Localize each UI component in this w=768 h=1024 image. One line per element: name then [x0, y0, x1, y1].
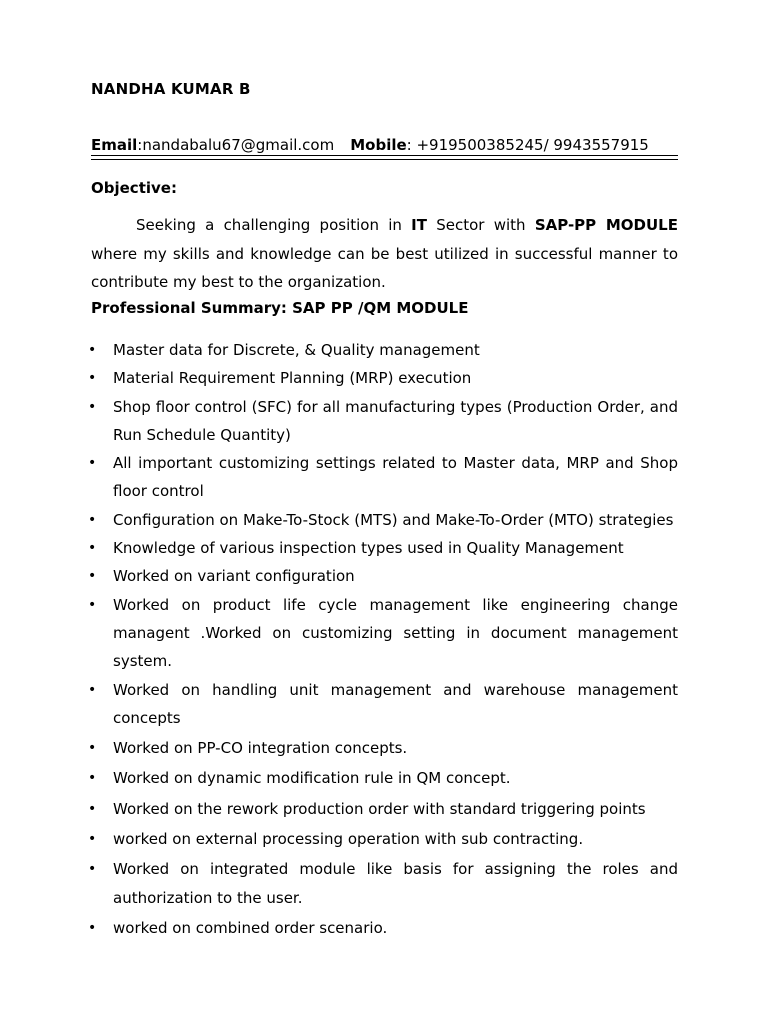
list-item-text: Worked on dynamic modification rule in QM concept.: [113, 769, 511, 788]
objective-bold-module: SAP-PP MODULE: [534, 216, 678, 234]
list-item: [88, 364, 678, 392]
list-item-text: Shop floor control (SFC) for all manufacturing types (Production Order, and Run Schedule Quantity): [113, 397, 678, 444]
objective-bold-it: IT: [411, 216, 427, 234]
contact-line: [91, 136, 678, 154]
list-item-text: worked on combined order scenario.: [113, 918, 388, 937]
email-value: :nandabalu67@gmail.com: [137, 136, 335, 154]
bullet-icon: •: [88, 540, 97, 557]
header-divider-top: [91, 155, 678, 156]
list-item-text: Worked on handling unit management and warehouse management concepts: [113, 680, 678, 727]
list-item: [88, 734, 678, 762]
bullet-icon: •: [88, 342, 97, 358]
objective-text-1: Seeking a challenging position in: [136, 216, 412, 234]
bullet-icon: •: [88, 596, 97, 613]
bullet-icon: •: [88, 681, 97, 698]
list-item-text: All important customizing settings related to Master data, MRP and Shop floor control: [113, 454, 678, 501]
list-item: [88, 676, 678, 733]
list-item-text: Master data for Discrete, & Quality management: [113, 341, 480, 359]
bullet-icon: •: [88, 511, 97, 528]
list-item: [88, 591, 678, 676]
list-item: [88, 562, 678, 590]
header-divider-bottom: [91, 159, 678, 160]
bullet-icon: •: [88, 455, 97, 472]
list-item: [88, 825, 678, 853]
bullet-icon: •: [88, 831, 97, 848]
list-item-text: Worked on integrated module like basis for assigning the roles and authorization to the user.: [113, 860, 678, 907]
list-item: [88, 534, 678, 562]
mobile-label: Mobile: [350, 136, 407, 154]
bullet-icon: •: [88, 800, 97, 817]
list-item: [88, 914, 678, 942]
objective-text-2: Sector with: [426, 216, 535, 234]
list-item-text: Material Requirement Planning (MRP) execution: [113, 369, 472, 388]
bullet-icon: •: [88, 861, 97, 878]
list-item: [88, 764, 678, 792]
candidate-name: NANDHA KUMAR B: [91, 80, 251, 98]
list-item: [88, 795, 678, 823]
list-item-text: Worked on the rework production order with standard triggering points: [113, 799, 646, 818]
list-item: [88, 336, 678, 364]
email-label: Email: [91, 136, 138, 154]
bullet-icon: •: [88, 398, 97, 415]
list-item-text: Knowledge of various inspection types used in Quality Management: [113, 539, 624, 558]
bullet-icon: •: [88, 370, 97, 387]
list-item: [88, 393, 678, 450]
list-item-text: Configuration on Make-To-Stock (MTS) and Make-To-Order (MTO) strategies: [113, 510, 674, 529]
list-item-text: Worked on PP-CO integration concepts.: [113, 739, 408, 758]
objective-heading: Objective:: [91, 179, 177, 197]
objective-text: [91, 211, 678, 297]
bullet-icon: •: [88, 770, 97, 787]
list-item: [88, 506, 678, 534]
list-item: [88, 449, 678, 506]
summary-heading: Professional Summary: SAP PP /QM MODULE: [91, 299, 469, 317]
list-item-text: worked on external processing operation with sub contracting.: [113, 830, 584, 849]
summary-list: [88, 336, 678, 942]
bullet-icon: •: [88, 919, 97, 936]
list-item-text: Worked on variant configuration: [113, 567, 355, 586]
bullet-icon: •: [88, 568, 97, 585]
list-item-text: Worked on product life cycle management like engineering change managent .Worked on customizing setting in document management system.: [113, 595, 678, 671]
mobile-value: : +919500385245/ 9943557915: [406, 136, 649, 154]
bullet-icon: •: [88, 740, 97, 757]
list-item: [88, 855, 678, 912]
objective-text-3: where my skills and knowledge can be best utilized in successful manner to contribute my best to the organization.: [91, 244, 678, 291]
